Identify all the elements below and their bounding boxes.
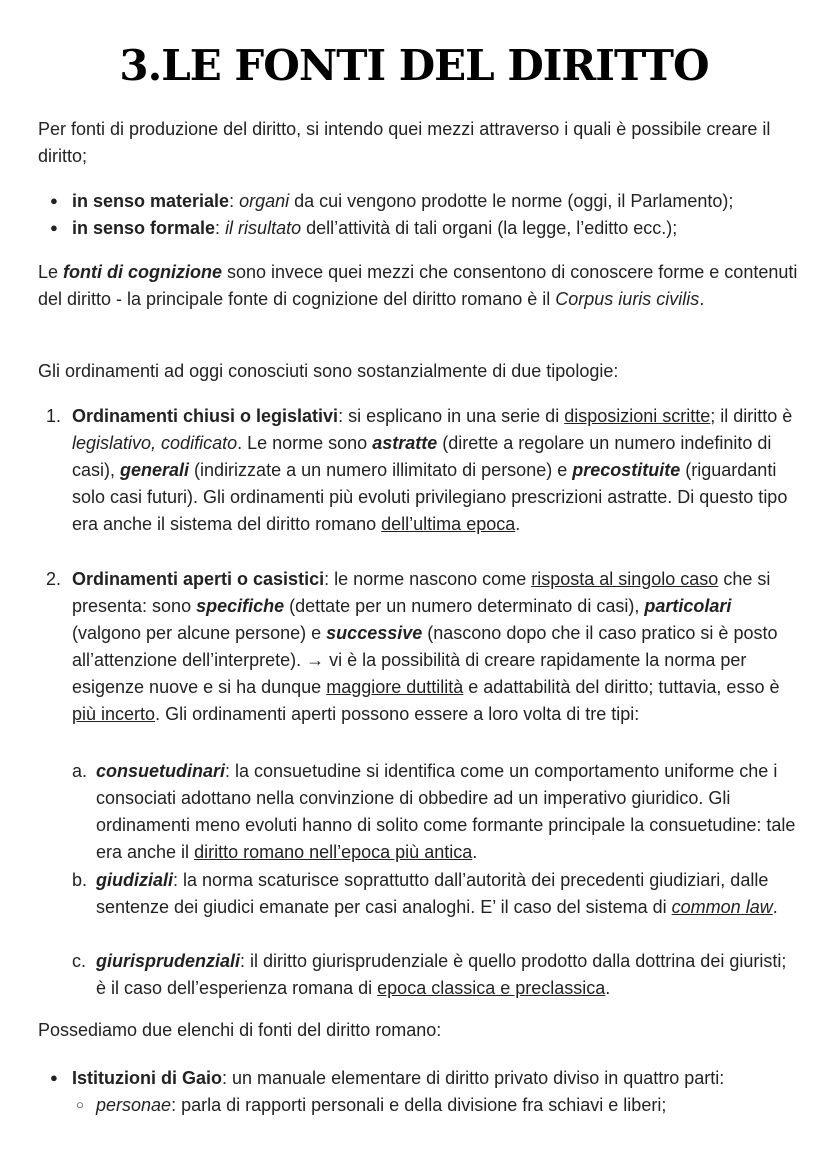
list-number: 1. bbox=[46, 406, 62, 426]
page-title: 3.LE FONTI DEL DIRITTO bbox=[119, 41, 709, 90]
list-item: personae: parla di rapporti personali e della divisione fra schiavi e liberi; bbox=[96, 1095, 667, 1115]
list-letter: b. bbox=[72, 870, 88, 890]
bullet-icon bbox=[50, 1065, 66, 1093]
list-letter: a. bbox=[72, 761, 88, 781]
list-number: 2. bbox=[46, 569, 62, 589]
list-item: consuetudinari: la consuetudine si identifica come un comportamento uniforme che i consociati adottano nella convinzione di obbedire ad un imperativo giuridico. Gli ordinamenti meno evoluti hanno di solito come formante principale la consuetudine: tale era anche il diritto romano nell’epoca più antica. bbox=[96, 761, 796, 862]
bullet-icon bbox=[50, 215, 66, 243]
list-item: giurisprudenziali: il diritto giurisprudenziale è quello prodotto dalla dottrina dei giuristi; è il caso dell’esperienza romana di epoca classica e preclassica. bbox=[96, 951, 787, 998]
elenchi-paragraph: Possediamo due elenchi di fonti del diritto romano: bbox=[38, 1020, 442, 1040]
bullet-icon bbox=[50, 188, 66, 216]
list-item: in senso formale: il risultato dell’attività di tali organi (la legge, l’editto ecc.); bbox=[72, 218, 678, 238]
list-item: Ordinamenti aperti o casistici: le norme nascono come risposta al singolo caso che si presenta: sono specifiche (dettate per un numero determinato di casi), particolari (valgono per alcune persone) e successive (nascono dopo che il caso pratico si è posto all’attenzione dell’interprete). → vi è la possibilità di creare rapidamente la norma per esigenze nuove e si ha dunque maggiore duttilità e adattabilità del diritto; tuttavia, esso è più incerto. Gli ordinamenti aperti possono essere a loro volta di tre tipi: bbox=[72, 569, 780, 724]
list-letter: c. bbox=[72, 951, 87, 971]
list-item: Istituzioni di Gaio: un manuale elementare di diritto privato diviso in quattro parti: bbox=[72, 1068, 725, 1088]
list-item: Ordinamenti chiusi o legislativi: si esplicano in una serie di disposizioni scritte; il diritto è legislativo, codificato. Le norme sono astratte (dirette a regolare un numero indefinito di casi), generali (indirizzate a un numero illimitato di persone) e precostituite (riguardanti solo casi futuri). Gli ordinamenti più evoluti privilegiano prescrizioni astratte. Di questo tipo era anche il sistema del diritto romano dell’ultima epoca. bbox=[72, 406, 793, 534]
list-item: giudiziali: la norma scaturisce soprattutto dall’autorità dei precedenti giudiziari, dalle sentenze dei giudici emanate per casi analoghi. E’ il caso del sistema di common law. bbox=[96, 870, 778, 917]
circle-bullet-icon bbox=[76, 1092, 92, 1120]
cognizione-paragraph: Le fonti di cognizione sono invece quei mezzi che consentono di conoscere forme e contenuti del diritto - la principale fonte di cognizione del diritto romano è il Corpus iuris civilis. bbox=[38, 262, 798, 309]
list-item: in senso materiale: organi da cui vengono prodotte le norme (oggi, il Parlamento); bbox=[72, 191, 734, 211]
tipologie-paragraph: Gli ordinamenti ad oggi conosciuti sono sostanzialmente di due tipologie: bbox=[38, 361, 619, 381]
intro-paragraph: Per fonti di produzione del diritto, si intendo quei mezzi attraverso i quali è possibile creare il diritto; bbox=[38, 119, 771, 166]
